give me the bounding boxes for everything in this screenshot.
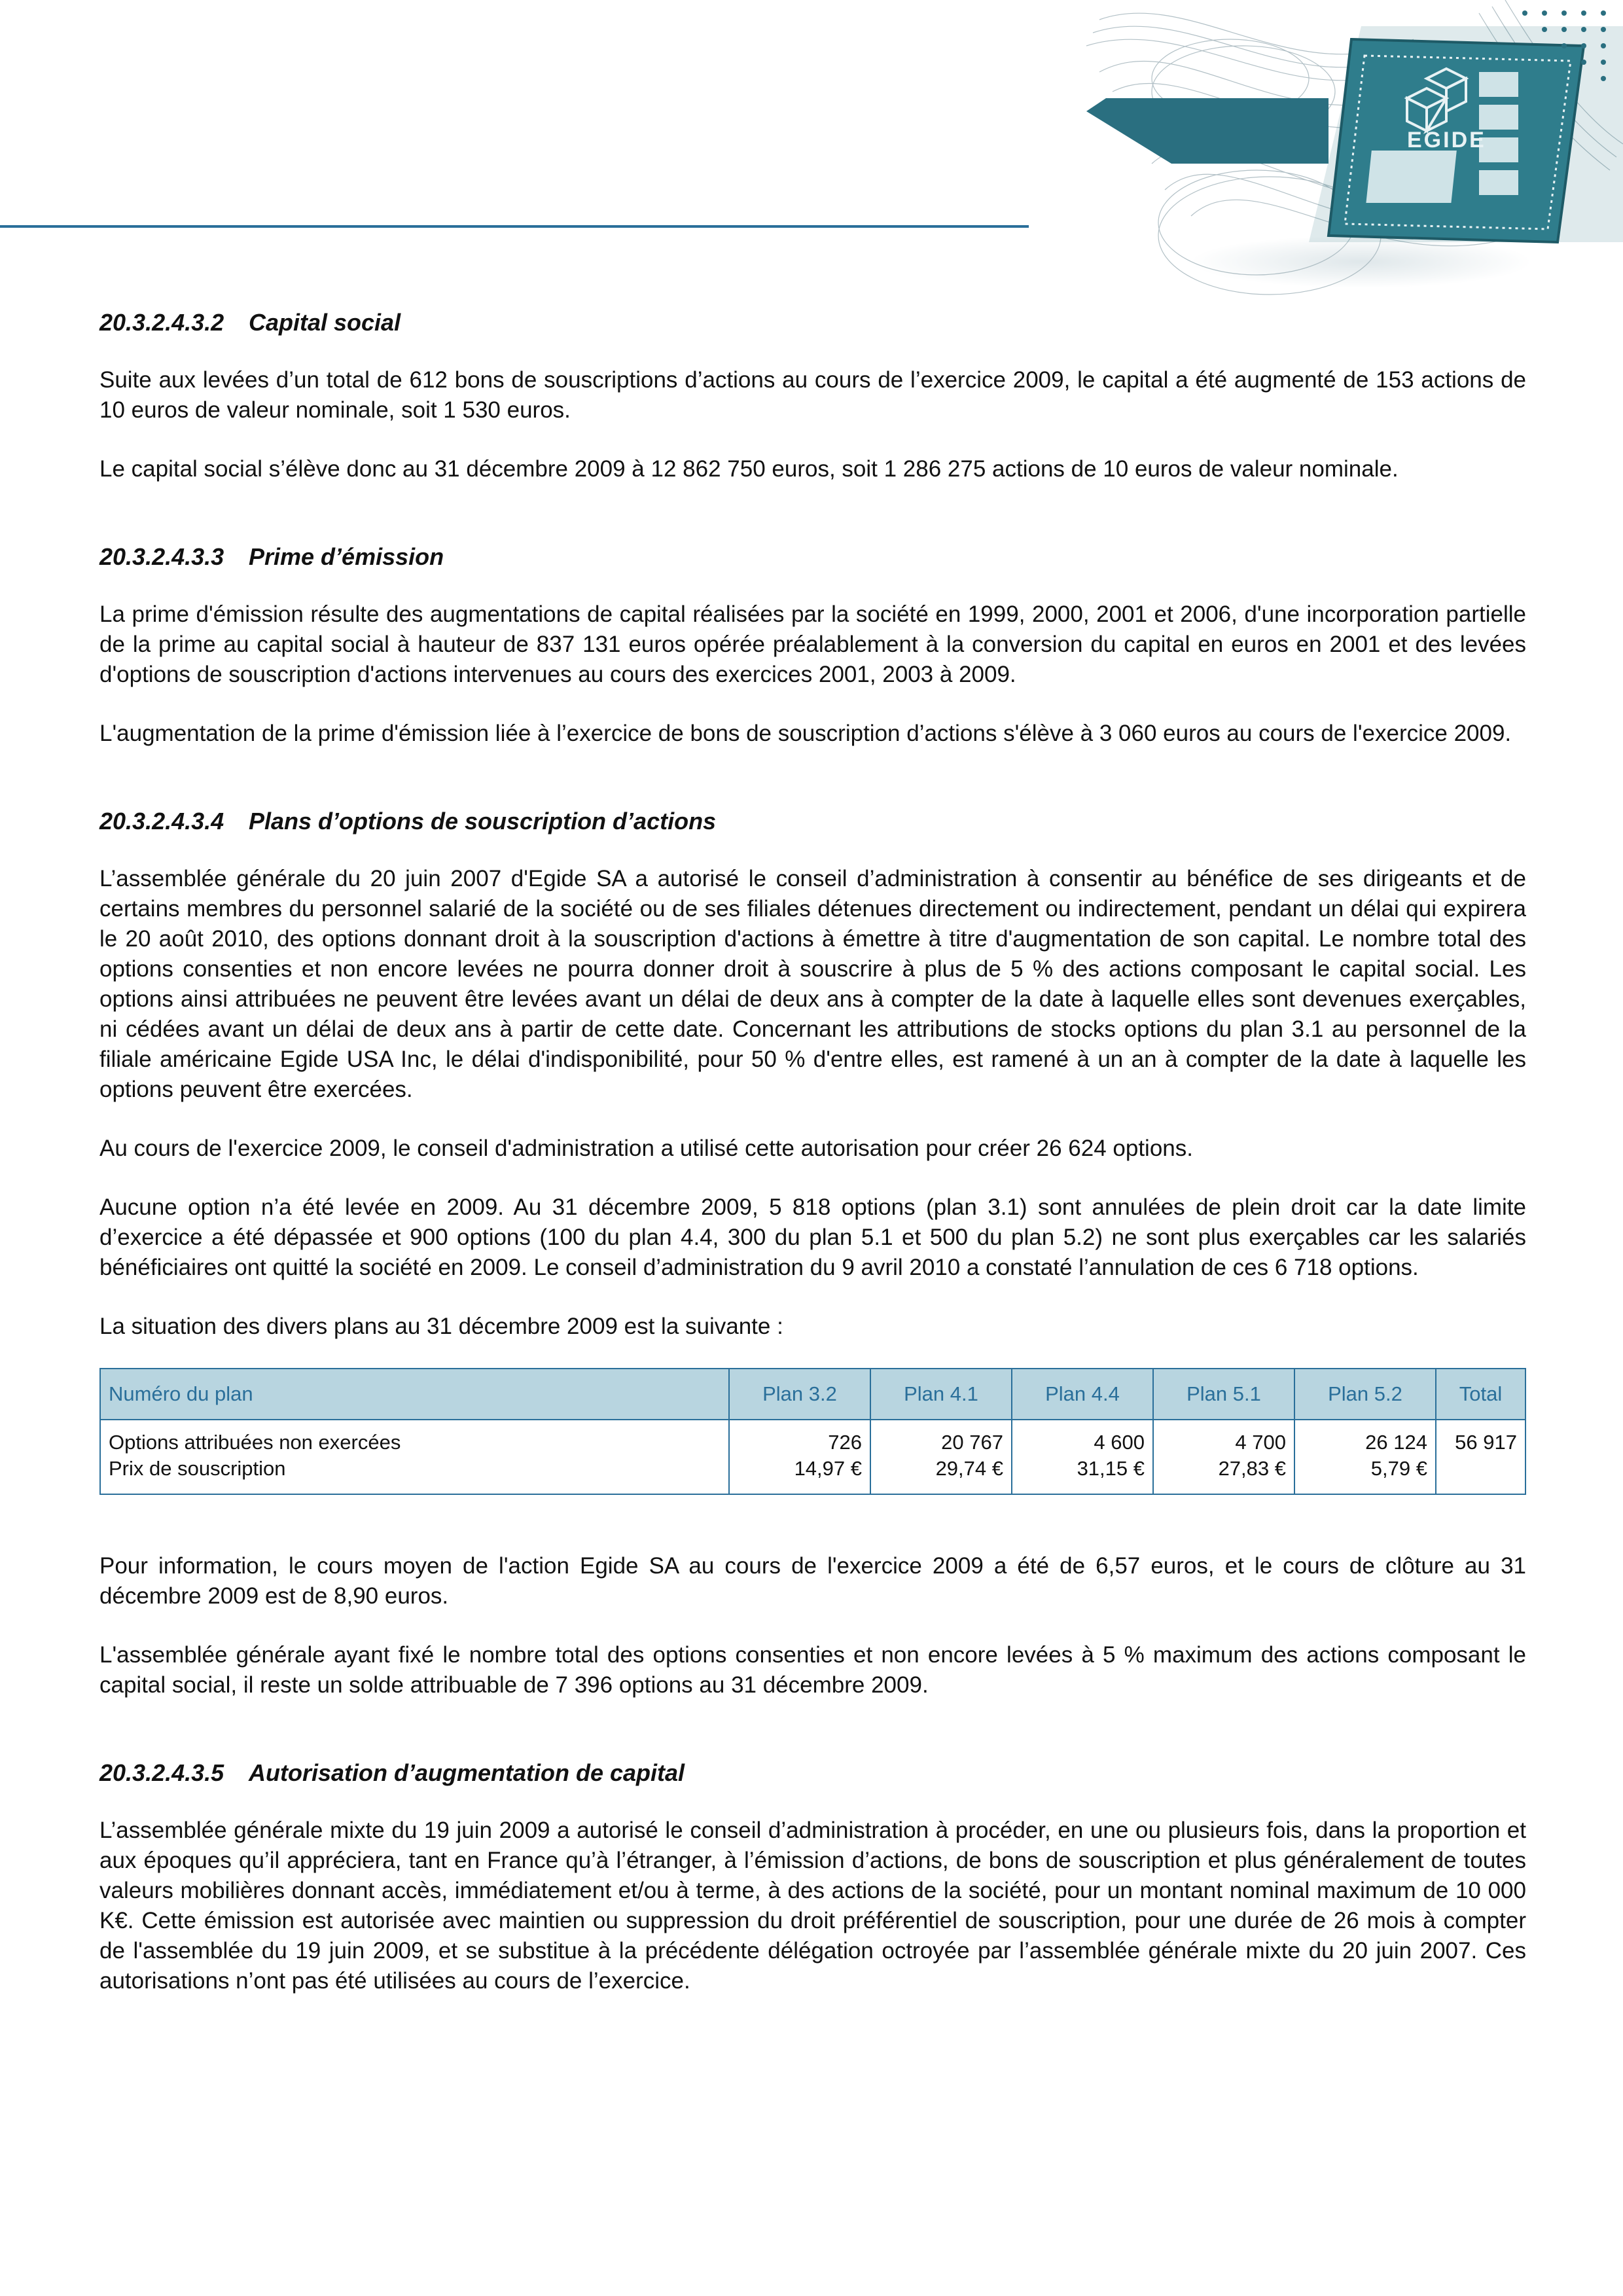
paragraph: Aucune option n’a été levée en 2009. Au 31 décembre 2009, 5 818 options (plan 3.1) sont annulées de plein droit car la date limite d’exercice a été dépassée et 900 options (100 du plan 4.4, 300 du plan 5.1 et 500 du plan 5.2) ne sont plus exerçables car les salariés bénéficiaires ont quitté la société en 2009. Le conseil d’administration du 9 avril 2010 a constaté l’annulation de ces 6 718 options. [99, 1194, 1526, 1280]
section-number: 20.3.2.4.3.5 [99, 1759, 224, 1786]
table-header-cell: Total [1436, 1369, 1525, 1420]
stock-options-table [99, 1368, 1526, 1495]
paragraph: L’assemblée générale du 20 juin 2007 d'Egide SA a autorisé le conseil d’administration à consentir au bénéfice de ses dirigeants et de certains membres du personnel salarié de la société ou de ses filiales détenues directement ou indirectement, pendant un délai qui expirera le 20 août 2010, des options donnant droit à la souscription d'actions à émettre à titre d'augmentation de son capital. Le nombre total des options consenties et non encore levées ne pourra donner droit à souscrire à plus de 5 % des actions composant le capital social. Les options ainsi attribuées ne peuvent être levées avant un délai de deux ans à compter de la date à laquelle elles sont devenues exerçables, ni cédées avant un délai de deux ans à partir de cette date. Concernant les attributions de stocks options du plan 3.1 au personnel de la filiale américaine Egide USA Inc, le délai d'indisponibilité, pour 50 % d'entre elles, est ramené à un an à compter de la date à laquelle les options peuvent être exercées. [99, 866, 1526, 1102]
table-cell [1294, 1420, 1436, 1494]
section-heading [99, 308, 1526, 338]
table-header-cell: Plan 4.1 [870, 1369, 1012, 1420]
cell-value: 56 917 [1455, 1431, 1517, 1454]
document-body [99, 308, 1526, 1996]
cell-value: 20 767 [941, 1431, 1003, 1454]
table-row [100, 1420, 1525, 1494]
cell-value: 27,83 € [1218, 1457, 1286, 1480]
paragraph: L'augmentation de la prime d'émission liée à l’exercice de bons de souscription d’actions s'élève à 3 060 euros au cours de l'exercice 2009. [99, 721, 1512, 746]
table-header-cell: Plan 5.1 [1153, 1369, 1294, 1420]
cell-value: 4 700 [1235, 1431, 1286, 1454]
section-title: Prime d’émission [249, 543, 444, 570]
paragraph: Le capital social s’élève donc au 31 décembre 2009 à 12 862 750 euros, soit 1 286 275 actions de 10 euros de valeur nominale. [99, 456, 1399, 482]
egide-logo [1021, 0, 1623, 308]
table-cell [729, 1420, 870, 1494]
section-title: Capital social [249, 309, 401, 336]
table-cell [1153, 1420, 1294, 1494]
section-heading [99, 542, 1526, 572]
table-cell [870, 1420, 1012, 1494]
cell-value: 29,74 € [935, 1457, 1003, 1480]
paragraph: Au cours de l'exercice 2009, le conseil d'administration a utilisé cette autorisation pour créer 26 624 options. [99, 1136, 1193, 1161]
table-header-row [100, 1369, 1525, 1420]
cell-value: 14,97 € [794, 1457, 862, 1480]
paragraph: L'assemblée générale ayant fixé le nombre total des options consenties et non encore levées à 5 % maximum des actions composant le capital social, il reste un solde attribuable de 7 396 options au 31 décembre 2009. [99, 1642, 1526, 1698]
paragraph: Suite aux levées d’un total de 612 bons de souscriptions d’actions au cours de l’exercice 2009, le capital a été augmenté de 153 actions de 10 euros de valeur nominale, soit 1 530 euros. [99, 367, 1526, 423]
section-title: Plans d’options de souscription d’actions [249, 808, 717, 834]
section-number: 20.3.2.4.3.2 [99, 309, 224, 336]
table-header-cell: Plan 4.4 [1012, 1369, 1153, 1420]
paragraph: La situation des divers plans au 31 décembre 2009 est la suivante : [99, 1314, 783, 1339]
table-cell [1012, 1420, 1153, 1494]
row-label: Prix de souscription [109, 1457, 286, 1480]
section-heading [99, 806, 1526, 836]
paragraph: L’assemblée générale mixte du 19 juin 2009 a autorisé le conseil d’administration à procéder, en une ou plusieurs fois, dans la proportion et aux époques qu’il appréciera, tant en France qu’à l’étranger, à l’émission d’actions, de bons de souscription et plus généralement de toutes valeurs mobilières donnant accès, immédiatement et/ou à terme, à des actions de la société, pour un montant nominal maximum de 10 000 K€. Cette émission est autorisée avec maintien ou suppression du droit préférentiel de souscription, pour une durée de 26 mois à compter de l'assemblée du 19 juin 2009, et se substitue à la précédente délégation octroyée par l’assemblée générale mixte du 20 juin 2007. Ces autorisations n’ont pas été utilisées au cours de l’exercice. [99, 1818, 1526, 1994]
cell-value: 26 124 [1365, 1431, 1427, 1454]
header-rule [0, 225, 1029, 228]
section-title: Autorisation d’augmentation de capital [249, 1759, 685, 1786]
section-number: 20.3.2.4.3.4 [99, 808, 224, 834]
table-header-cell: Plan 3.2 [729, 1369, 870, 1420]
table-cell [1436, 1420, 1525, 1494]
table-header-cell: Plan 5.2 [1294, 1369, 1436, 1420]
section-number: 20.3.2.4.3.3 [99, 543, 224, 570]
logo-lettering: EGIDE [1407, 128, 1486, 152]
cell-value: 4 600 [1094, 1431, 1145, 1454]
cell-value: 5,79 € [1370, 1457, 1427, 1480]
table-header-cell: Numéro du plan [100, 1369, 729, 1420]
section-heading [99, 1758, 1526, 1788]
cell-value: 726 [828, 1431, 862, 1454]
cell-value: 31,15 € [1077, 1457, 1145, 1480]
paragraph: La prime d'émission résulte des augmentations de capital réalisées par la société en 1999, 2000, 2001 et 2006, d'une incorporation partielle de la prime au capital social à hauteur de 837 131 euros opérée préalablement à la conversion du capital en euros en 2001 et des levées d'options de souscription d'actions intervenues au cours des exercices 2001, 2003 à 2009. [99, 601, 1526, 687]
paragraph: Pour information, le cours moyen de l'action Egide SA au cours de l'exercice 2009 a été de 6,57 euros, et le cours de clôture au 31 décembre 2009 est de 8,90 euros. [99, 1553, 1526, 1609]
row-label: Options attribuées non exercées [109, 1431, 401, 1454]
table-row-labels [100, 1420, 729, 1494]
